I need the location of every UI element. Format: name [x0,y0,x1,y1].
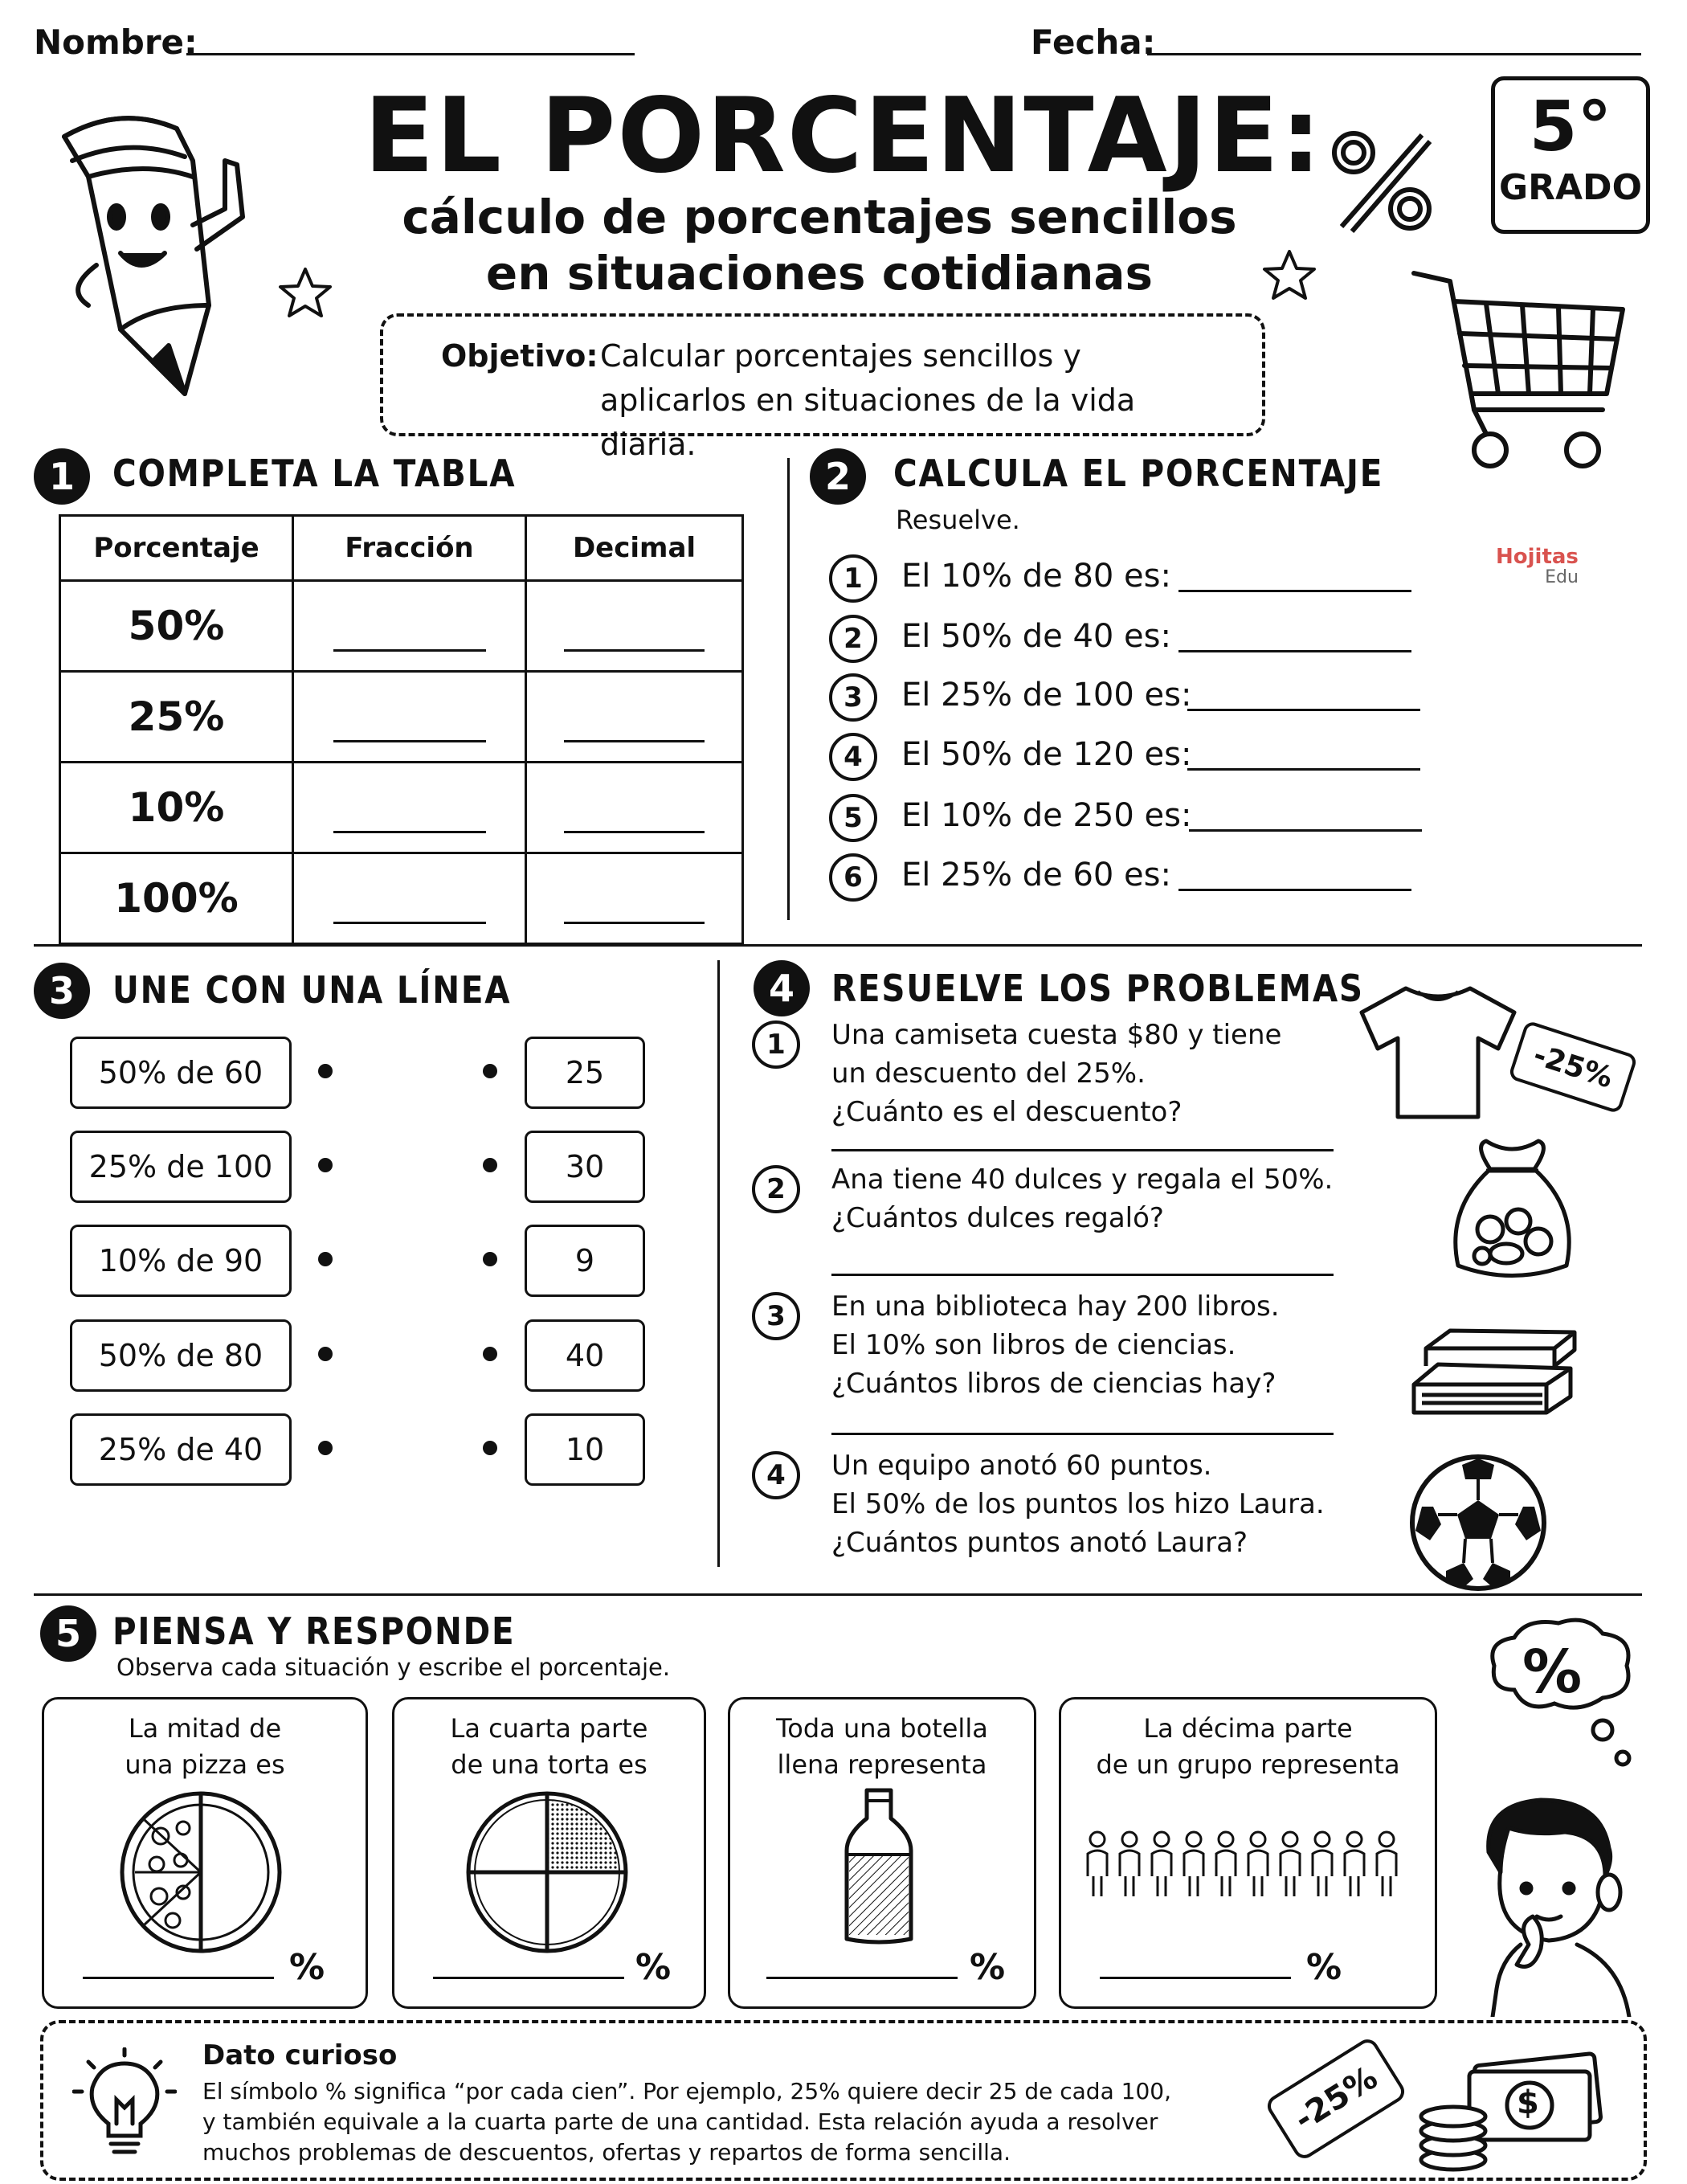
grade-label: GRADO [1499,167,1642,208]
discount-tag: -25% [1508,1020,1638,1114]
decimal-cell[interactable] [526,853,743,944]
answer-blank[interactable] [766,1977,958,1979]
answer-blank[interactable] [1100,1977,1291,1979]
tshirt-icon [1358,980,1518,1121]
connector-dot[interactable] [318,1252,333,1266]
item-number: 4 [829,733,877,781]
item-number: 1 [829,554,877,603]
cake-icon [459,1788,635,1957]
item-number: 3 [829,673,877,722]
card-text-line: La cuarta parte [450,1713,648,1744]
objective-box [380,313,1265,462]
section-title: COMPLETA LA TABLA [112,452,517,495]
percent-unit: % [970,1947,1006,1988]
card-text-line: de una torta es [451,1749,647,1780]
bottle-icon [843,1786,915,1947]
connector-dot[interactable] [483,1064,497,1078]
answer-blank[interactable] [1187,768,1420,771]
match-result[interactable]: 40 [525,1319,645,1392]
section-title: RESUELVE LOS PROBLEMAS [831,967,1364,1010]
answer-blank[interactable] [564,807,705,833]
problem-text-line: Ana tiene 40 dulces y regala el 50%. [831,1164,1334,1196]
dollar-symbol: $ [1517,2084,1539,2121]
answer-blank[interactable] [333,898,486,924]
section-instruction: Resuelve. [896,505,1020,535]
section-number: 1 [34,448,90,505]
card-text-line: La décima parte [1143,1713,1353,1744]
name-label: Nombre: [34,22,198,62]
situation-card [42,1697,368,2009]
connector-dot[interactable] [483,1441,497,1455]
percent-table [59,514,744,945]
problem-text-line: ¿Cuántos libros de ciencias hay? [831,1368,1276,1400]
name-field[interactable] [186,53,635,55]
card-text-line: una pizza es [125,1749,285,1780]
section-number: 2 [810,448,866,505]
problem-text-line: ¿Cuántos dulces regaló? [831,1202,1164,1234]
answer-blank[interactable] [831,1149,1334,1151]
answer-blank[interactable] [1178,889,1411,891]
fraction-cell[interactable] [293,672,526,763]
money-icon [1409,2039,1610,2176]
bubble-percent-symbol: % [1522,1638,1583,1707]
item-number: 2 [752,1165,800,1213]
brand-top: Hojitas [1496,545,1579,569]
fun-fact-box [40,2020,1647,2181]
problem-text-line: un descuento del 25%. [831,1057,1146,1090]
page-subtitle-line1: cálculo de porcentajes sencillos [402,190,1237,244]
card-text-line: Toda una botella [776,1713,988,1744]
situation-card [1059,1697,1437,2009]
answer-blank[interactable] [831,1274,1334,1276]
match-expression[interactable]: 10% de 90 [70,1225,292,1297]
match-expression[interactable]: 50% de 60 [70,1037,292,1109]
problem-text-line: ¿Cuánto es el descuento? [831,1096,1183,1128]
answer-blank[interactable] [1189,829,1422,832]
situation-card [728,1697,1036,2009]
match-expression[interactable]: 25% de 100 [70,1131,292,1203]
table-row [60,581,743,672]
thinking-boy-icon [1452,1788,1637,2017]
table-header: Decimal [526,516,743,581]
match-expression[interactable]: 25% de 40 [70,1413,292,1486]
table-header: Fracción [293,516,526,581]
section-divider [34,944,1642,947]
discount-tag: -25% [1264,2035,1409,2162]
card-text-line: La mitad de [128,1713,282,1744]
answer-blank[interactable] [564,716,705,742]
fact-title: Dato curioso [202,2039,398,2072]
section-title: CALCULA EL PORCENTAJE [893,452,1384,495]
percent-cell: 50% [60,581,293,672]
answer-blank[interactable] [1187,709,1420,711]
answer-blank[interactable] [333,807,486,833]
decimal-cell[interactable] [526,581,743,672]
answer-blank[interactable] [564,625,705,652]
date-label: Fecha: [1031,22,1156,62]
shopping-cart-icon [1410,265,1631,482]
problem-text-line: En una biblioteca hay 200 libros. [831,1290,1280,1323]
calc-question: El 25% de 100 es: [901,677,1192,714]
problem-text-line: El 50% de los puntos los hizo Laura. [831,1488,1325,1520]
fraction-cell[interactable] [293,763,526,853]
calc-question: El 10% de 80 es: [901,558,1171,595]
answer-blank[interactable] [1178,590,1411,592]
brand-logo [1496,546,1579,588]
problem-text-line: Una camiseta cuesta $80 y tiene [831,1019,1282,1051]
objective-label: Objetivo: [441,338,598,374]
percent-cell: 25% [60,672,293,763]
item-number: 2 [829,615,877,663]
match-result[interactable]: 25 [525,1037,645,1109]
problem-text-line: Un equipo anotó 60 puntos. [831,1450,1212,1482]
connector-dot[interactable] [318,1064,333,1078]
item-number: 5 [829,794,877,842]
fact-text-line: El símbolo % significa “por cada cien”. Por ejemplo, 25% quiere decir 25 de cada 100, [202,2078,1171,2104]
calc-question: El 25% de 60 es: [901,857,1171,894]
percent-unit: % [1306,1947,1342,1988]
item-number: 1 [752,1020,800,1069]
fraction-cell[interactable] [293,581,526,672]
column-divider [787,458,790,920]
section-number: 4 [754,960,810,1016]
item-number: 6 [829,853,877,902]
section-title: PIENSA Y RESPONDE [112,1609,516,1653]
date-field[interactable] [1147,53,1641,55]
column-divider [717,960,720,1567]
decimal-cell[interactable] [526,672,743,763]
decimal-cell[interactable] [526,763,743,853]
percent-unit: % [635,1947,672,1988]
table-row [60,672,743,763]
fact-text-line: muchos problemas de descuentos, ofertas y repartos de forma sencilla. [202,2139,1011,2166]
section-instruction: Observa cada situación y escribe el porcentaje. [116,1654,671,1681]
connector-dot[interactable] [318,1158,333,1172]
situation-card [392,1697,706,2009]
lightbulb-icon [72,2047,177,2160]
section-divider [34,1593,1642,1596]
answer-blank[interactable] [333,625,486,652]
match-result[interactable]: 30 [525,1131,645,1203]
star-icon [277,265,333,321]
objective-text: Calcular porcentajes sencillos y aplicarlos en situaciones de la vida diaria. [600,338,1136,462]
connector-dot[interactable] [483,1252,497,1266]
candy-bag-icon [1442,1137,1583,1286]
connector-dot[interactable] [483,1158,497,1172]
card-text-line: llena representa [777,1749,987,1780]
problem-text-line: ¿Cuántos puntos anotó Laura? [831,1527,1248,1559]
card-text-line: de un grupo representa [1096,1749,1400,1780]
section-title: UNE CON UNA LÍNEA [112,968,512,1012]
calc-question: El 50% de 40 es: [901,618,1171,655]
match-expression[interactable]: 50% de 80 [70,1319,292,1392]
people-group-icon [1081,1828,1419,1900]
item-number: 3 [752,1292,800,1340]
connector-dot[interactable] [318,1441,333,1455]
page-subtitle-line2: en situaciones cotidianas [485,246,1154,301]
fraction-cell[interactable] [293,853,526,944]
item-number: 4 [752,1451,800,1499]
answer-blank[interactable] [564,898,705,924]
grade-badge [1491,76,1650,234]
answer-blank[interactable] [83,1977,274,1979]
percent-icon [1321,121,1442,241]
match-result[interactable]: 9 [525,1225,645,1297]
answer-blank[interactable] [433,1977,624,1979]
section-number: 3 [34,963,90,1019]
soccer-ball-icon [1406,1450,1550,1595]
calc-question: El 10% de 250 es: [901,797,1192,834]
table-row [60,763,743,853]
percent-unit: % [289,1947,325,1988]
answer-blank[interactable] [831,1433,1334,1435]
pizza-icon [112,1788,289,1957]
grade-number: 5° [1529,87,1612,167]
match-result[interactable]: 10 [525,1413,645,1486]
answer-blank[interactable] [333,716,486,742]
books-icon [1402,1308,1583,1421]
percent-cell: 100% [60,853,293,944]
connector-dot[interactable] [318,1347,333,1361]
table-header: Porcentaje [60,516,293,581]
connector-dot[interactable] [483,1347,497,1361]
fact-text-line: y también equivale a la cuarta parte de una cantidad. Esta relación ayuda a resolver [202,2108,1158,2135]
table-row [60,853,743,944]
percent-cell: 10% [60,763,293,853]
calc-question: El 50% de 120 es: [901,736,1192,773]
section-number: 5 [40,1605,96,1662]
problem-text-line: El 10% son libros de ciencias. [831,1329,1236,1361]
brand-bottom: Edu [1545,567,1579,587]
page-title: EL PORCENTAJE: [364,76,1323,196]
answer-blank[interactable] [1178,650,1411,652]
